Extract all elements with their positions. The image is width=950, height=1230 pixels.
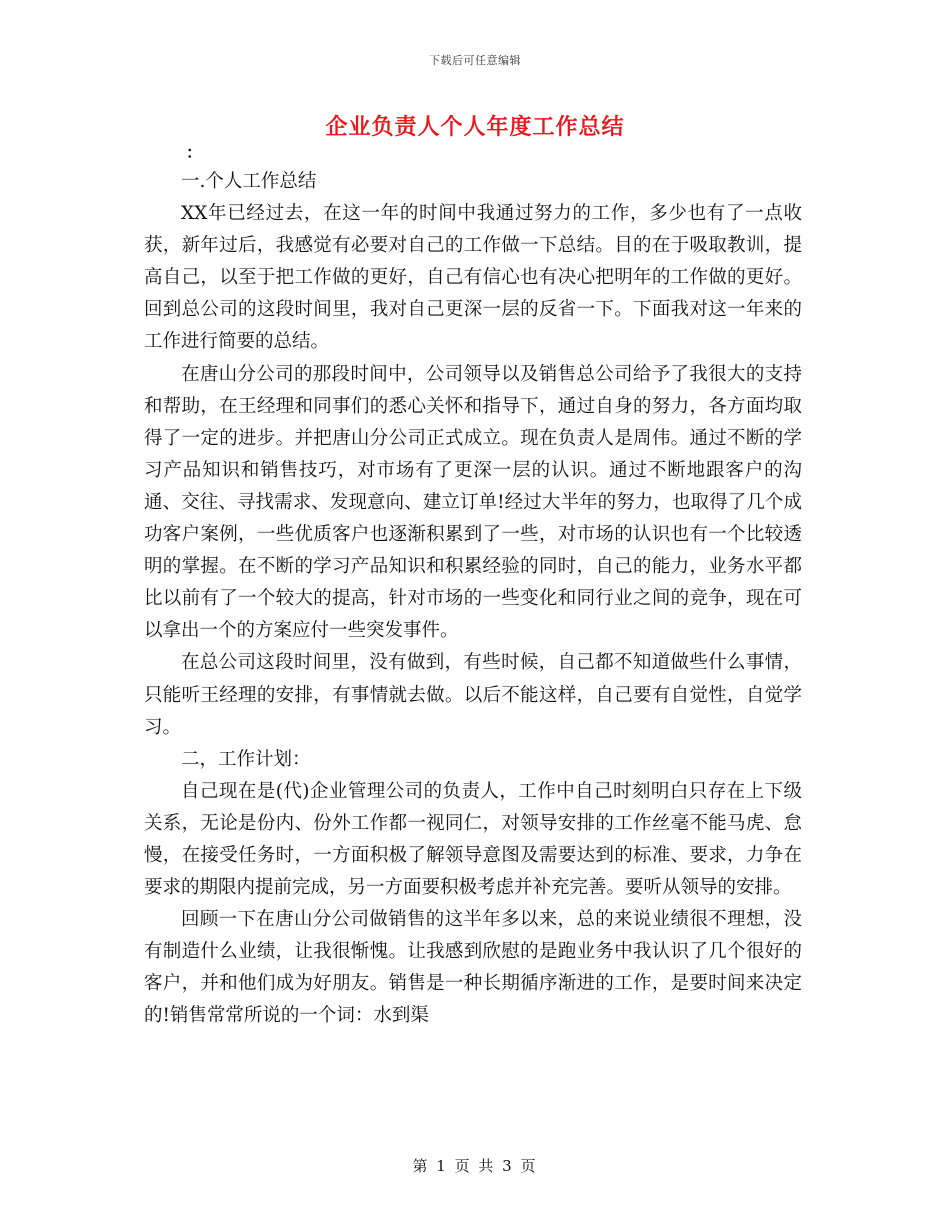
page-header-note: 下载后可任意编辑 [429,54,521,67]
document-body [144,166,802,1033]
section-heading-work-plan: 二，工作计划： [181,748,311,770]
paragraph-intro: XX年已经过去，在这一年的时间中我通过努力的工作，多少也有了一点收获，新年过后，我感觉有必要对自己的工作做一下总结。目的在于吸取教训，提高自己，以至于把工作做的更好，自己有信心也有决心把明年的工作做的更好。回到总公司的这段时间里，我对自己更深一层的反省一下。下面我对这一年来的工作进行简要的总结。 [144,203,802,353]
paragraph-tangshan-branch: 在唐山分公司的那段时间中，公司领导以及销售总公司给予了我很大的支持和帮助，在王经理和同事们的悉心关怀和指导下，通过自身的努力，各方面均取得了一定的进步。并把唐山分公司正式成立。现在负责人是周伟。通过不断的学习产品知识和销售技巧，对市场有了更深一层的认识。通过不断地跟客户的沟通、交往、寻找需求、发现意向、建立订单!经过大半年的努力，也取得了几个成功客户案例，一些优质客户也逐渐积累到了一些，对市场的认识也有一个比较透明的掌握。在不断的学习产品知识和积累经验的同时，自己的能力，业务水平都比以前有了一个较大的提高，针对市场的一些变化和同行业之间的竞争，现在可以拿出一个的方案应付一些突发事件。 [144,363,802,642]
paragraph-head-office: 在总公司这段时间里，没有做到，有些时候，自己都不知道做些什么事情，只能听王经理的安排，有事情就去做。以后不能这样，自己要有自觉性，自觉学习。 [144,652,802,738]
subtitle-colon: ： [186,143,203,162]
paragraph-review: 回顾一下在唐山分公司做销售的这半年多以来，总的来说业绩很不理想，没有制造什么业绩，让我很惭愧。让我感到欣慰的是跑业务中我认识了几个很好的客户，并和他们成为好朋友。销售是一种长期循序渐进的工作，是要时间来决定的!销售常常所说的一个词：水到渠 [144,909,802,1027]
paragraph-responsibility: 自己现在是(代)企业管理公司的负责人，工作中自己时刻明白只存在上下级关系，无论是份内、份外工作都一视同仁，对领导安排的工作丝毫不能马虎、怠慢，在接受任务时，一方面积极了解领导意图及需要达到的标准、要求，力争在要求的期限内提前完成，另一方面要积极考虑并补充完善。要听从领导的安排。 [144,780,802,899]
document-title: 企业负责人个人年度工作总结 [325,114,625,140]
section-heading-personal-summary: 一.个人工作总结 [181,171,317,192]
page-number-footer: 第 1 页 共 3 页 [412,1157,538,1175]
